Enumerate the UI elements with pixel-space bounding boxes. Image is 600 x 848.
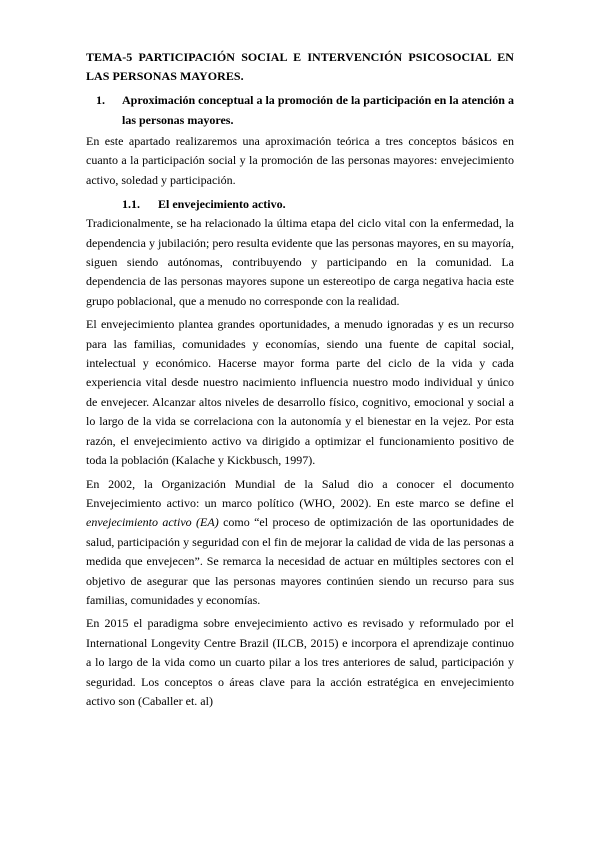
paragraph-2: El envejecimiento plantea grandes oportunidades, a menudo ignoradas y es un recurso para las familias, comunidades y economías, siendo una fuente de capital social, intelectual y económico. Hacerse mayor forma parte del ciclo de la vida y cada experiencia vital desde nuestro nacimiento influencia nuestro modo individual y único de envejecer. Alcanzar altos niveles de desarrollo físico, cognitivo, emocional y social a lo largo de la vida se correlaciona con la autonomía y el bienestar en la vejez. Por esta razón, el envejecimiento activo va dirigido a optimizar el funcionamiento positivo de toda la población (Kalache y Kickbusch, 1997).	[86, 317, 514, 468]
paragraph-1: Tradicionalmente, se ha relacionado la última etapa del ciclo vital con la enfermedad, la dependencia y jubilación; pero resulta evidente que las personas mayores, en su mayoría, siguen siendo autónomas, contribuyendo y participando en la comunidad. La dependencia de las personas mayores supone un estereotipo de carga negativa hacia este grupo poblacional, que a menudo no corresponde con la realidad.	[86, 216, 514, 308]
subsection-heading-text: El envejecimiento activo.	[158, 197, 286, 212]
section-heading-text: Aproximación conceptual a la promoción de la participación en la atención a las personas mayores.	[122, 93, 514, 127]
section-heading-1-1	[122, 194, 514, 214]
subsection-number: 1.1.	[122, 197, 140, 212]
document-body	[86, 48, 514, 715]
paragraph-4: En 2015 el paradigma sobre envejecimiento activo es revisado y reformulado por el International Longevity Centre Brazil (ILCB, 2015) e incorpora el aprendizaje continuo a lo largo de la vida como un cuarto pilar a los tres anteriores de salud, participación y seguridad. Los conceptos o áreas clave para la acción estratégica en envejecimiento activo son (Caballer et. al)	[86, 616, 514, 708]
emphasis-term: envejecimiento activo (EA)	[86, 515, 219, 530]
paragraph-3-text-start: En 2002, la Organización Mundial de la Salud dio a conocer el documento Envejecimiento activo: un marco político (WHO, 2002). En este marco se define el	[86, 476, 514, 510]
section-number: 1.	[96, 93, 105, 107]
intro-paragraph: En este apartado realizaremos una aproximación teórica a tres conceptos básicos en cuanto a la participación social y la promoción de las personas mayores: envejecimiento activo, soledad y participación.	[86, 134, 514, 187]
paragraph-3-text-end: como “el proceso de optimización de las oportunidades de salud, participación y seguridad con el fin de mejorar la calidad de vida de las personas a medida que envejecen”. Se remarca la necesidad de actuar en múltiples sectores con el objetivo de asegurar que las personas mayores continúen siendo un recurso para sus familias, comunidades y economías.	[86, 515, 514, 607]
document-title: TEMA-5 PARTICIPACIÓN SOCIAL E INTERVENCIÓN PSICOSOCIAL EN LAS PERSONAS MAYORES.	[86, 50, 514, 83]
paragraph-3	[86, 475, 514, 611]
section-heading-1	[96, 90, 514, 130]
